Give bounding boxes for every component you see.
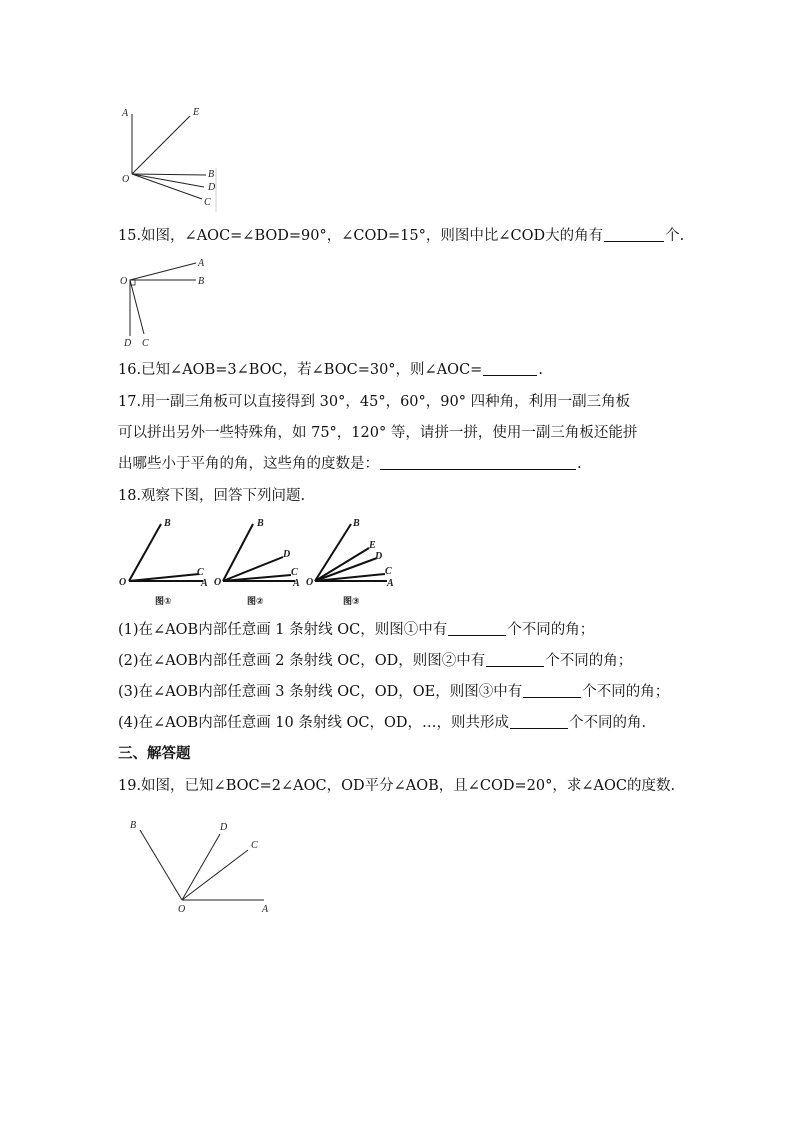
fig1-label-b: B	[164, 518, 171, 529]
label-d: D	[220, 822, 228, 833]
fig2-label-o: O	[214, 577, 222, 588]
figure-18-1	[119, 518, 208, 607]
fig3-label-e: E	[369, 540, 376, 551]
figures-q18	[115, 512, 415, 612]
fig2-label-c: C	[291, 567, 298, 578]
q16-text-after: .	[538, 362, 543, 378]
label-o: O	[178, 904, 186, 915]
q18-sub-2-text: (2)在∠AOB内部任意画 2 条射线 OC，OD，则图②中有	[118, 653, 486, 669]
q18-sub-3-after: 个不同的角；	[582, 684, 670, 700]
fig1-label-o: O	[119, 577, 127, 588]
fig1-label-a: A	[201, 578, 208, 589]
q17-answer-blank[interactable]	[380, 455, 576, 470]
fig2-label-d: D	[283, 549, 291, 560]
fig3-label-d: D	[375, 551, 383, 562]
label-a: A	[122, 108, 129, 119]
figure-q15-svg	[112, 254, 222, 350]
figure-q15	[112, 254, 222, 350]
q18-sub-2-after: 个不同的角；	[545, 653, 633, 669]
q17-line-2: 可以拼出另外一些特殊角，如 75°，120° 等，请拼一拼，使用一副三角板还能拼	[118, 425, 638, 441]
fig3-label-b: B	[353, 518, 360, 529]
fig1-label-c: C	[197, 567, 204, 578]
section-3-title	[118, 744, 191, 764]
q19-text: 19.如图，已知∠BOC=2∠AOC，OD平分∠AOB，且∠COD=20°，求∠AOC的度数.	[118, 778, 676, 794]
q18-sub-4	[118, 713, 646, 733]
ray-oc	[132, 174, 202, 199]
question-17-line-2	[118, 423, 637, 443]
figure-q19	[120, 812, 280, 916]
fig2-label-b: B	[257, 518, 264, 529]
figure-top-svg	[110, 100, 230, 212]
q18-sub-1-blank[interactable]	[448, 621, 506, 636]
q18-sub-1	[118, 620, 594, 640]
question-19	[118, 776, 675, 796]
q17-line-3: 出哪些小于平角的角，这些角的度数是：	[118, 456, 379, 472]
q15-answer-blank[interactable]	[604, 227, 664, 242]
q15-text-after: 个.	[665, 228, 685, 244]
fig1-ray-oc	[129, 574, 199, 581]
question-15	[118, 226, 684, 246]
label-o: O	[122, 174, 130, 185]
q18-sub-3-blank[interactable]	[523, 683, 581, 698]
q17-line-3-after: .	[577, 456, 582, 472]
label-e: E	[193, 107, 200, 118]
label-b: B	[130, 820, 137, 831]
label-b: B	[198, 276, 205, 287]
label-d: D	[124, 338, 132, 349]
question-16	[118, 360, 543, 380]
q18-sub-2-blank[interactable]	[486, 652, 544, 667]
question-17-line-1	[118, 392, 630, 412]
q16-text: 16.已知∠AOB=3∠BOC，若∠BOC=30°，则∠AOC=	[118, 362, 483, 378]
q18-sub-4-blank[interactable]	[510, 714, 568, 729]
ray-oe	[132, 116, 190, 174]
fig1-ray-ob	[129, 524, 161, 581]
fig3-label-c: C	[385, 566, 392, 577]
q18-sub-1-text: (1)在∠AOB内部任意画 1 条射线 OC，则图①中有	[118, 622, 448, 638]
figures-q18-svg	[115, 512, 415, 612]
figure-top	[110, 100, 230, 212]
q18-sub-4-text: (4)在∠AOB内部任意画 10 条射线 OC，OD，…，则共形成	[118, 715, 509, 731]
fig1-caption: 图①	[155, 597, 172, 607]
ray-ob	[140, 830, 182, 900]
label-d: D	[208, 182, 216, 193]
figure-q19-svg	[120, 812, 280, 916]
ray-od	[132, 174, 204, 187]
fig3-label-o: O	[306, 577, 314, 588]
label-a: A	[198, 258, 205, 269]
ray-oc	[130, 280, 144, 334]
fig2-label-a: A	[293, 578, 300, 589]
question-17-line-3	[118, 454, 582, 474]
label-c: C	[251, 840, 258, 851]
q17-line-1: 17.用一副三角板可以直接得到 30°，45°，60°，90° 四种角，利用一副三角板	[118, 394, 631, 410]
fig3-ray-ob	[315, 524, 351, 581]
q18-title: 18.观察下图，回答下列问题.	[118, 488, 306, 504]
label-b: B	[208, 169, 215, 180]
q18-sub-1-after: 个不同的角；	[507, 622, 595, 638]
ray-ob	[132, 174, 206, 175]
ray-oa	[130, 263, 196, 280]
label-a: A	[262, 904, 269, 915]
figure-18-2	[214, 518, 300, 607]
fig2-caption: 图②	[247, 597, 264, 607]
ray-oc	[182, 850, 248, 900]
q18-sub-3	[118, 682, 669, 702]
q16-answer-blank[interactable]	[483, 361, 537, 376]
q18-sub-4-after: 个不同的角.	[568, 715, 647, 731]
question-18-title	[118, 486, 305, 506]
label-c: C	[204, 197, 211, 208]
q15-text: 15.如图，∠AOC=∠BOD=90°，∠COD=15°，则图中比∠COD大的角有	[118, 228, 604, 244]
label-c: C	[142, 338, 149, 349]
section-3-heading: 三、解答题	[118, 746, 191, 762]
fig2-ray-ob	[223, 524, 253, 581]
q18-sub-2	[118, 651, 632, 671]
q18-sub-3-text: (3)在∠AOB内部任意画 3 条射线 OC，OD，OE，则图③中有	[118, 684, 523, 700]
ray-od	[182, 834, 220, 900]
fig3-caption: 图③	[343, 597, 360, 607]
label-o: O	[120, 276, 128, 287]
fig3-label-a: A	[387, 578, 394, 589]
figure-18-3	[306, 518, 394, 607]
